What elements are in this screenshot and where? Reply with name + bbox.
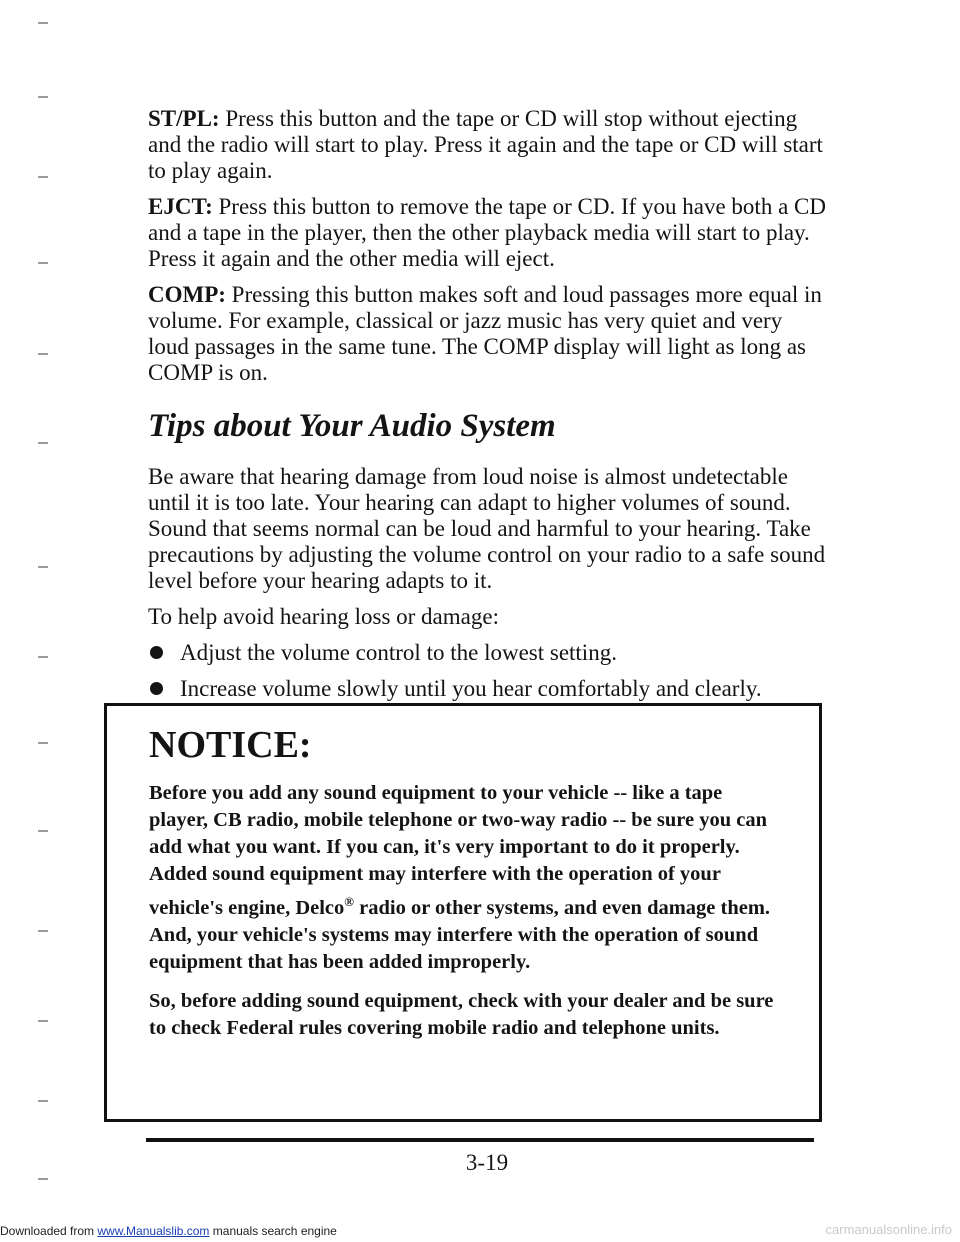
notice-paragraph: So, before adding sound equipment, check with your dealer and be sure to check Federal rules covering mobile radio and telephone units.	[149, 989, 774, 1039]
bullet-icon	[150, 682, 163, 695]
ejct-paragraph	[148, 194, 828, 272]
bullet-list	[148, 640, 828, 702]
list-item	[148, 676, 828, 702]
bullet-icon	[150, 646, 163, 659]
body-paragraph: To help avoid hearing loss or damage:	[148, 604, 499, 629]
list-item-text: Adjust the volume control to the lowest setting.	[180, 640, 617, 665]
list-item-text: Increase volume slowly until you hear comfortably and clearly.	[180, 676, 762, 701]
notice-text-a: Before you add any sound equipment to your vehicle -- like a tape player, CB radio, mobile telephone or two-way radio -- be sure you can add what you want. If you can, it's very important to do it properly. Added sound equipment may interfere with the operation of your vehicle's engine, Delco	[149, 782, 768, 919]
stpl-text: Press this button and the tape or CD will stop without ejecting and the radio will start to play. Press it again and the tape or CD will start to play again.	[148, 106, 823, 183]
ejct-term: EJCT:	[148, 194, 213, 219]
margin-tick-marks	[38, 0, 48, 1242]
notice-paragraph	[149, 780, 779, 976]
notice-text-b: radio or other systems, and even damage them. And, your vehicle's systems may interfere with the operation of sound equipment that has been added improperly.	[149, 896, 771, 973]
section-title: Tips about Your Audio System	[148, 408, 556, 444]
registered-mark: ®	[344, 894, 354, 909]
page-divider	[146, 1138, 814, 1142]
comp-term: COMP:	[148, 282, 226, 307]
ejct-text: Press this button to remove the tape or CD. If you have both a CD and a tape in the player, then the other playback media will start to play. Press it again and the other media will eject.	[148, 194, 826, 271]
stpl-term: ST/PL:	[148, 106, 220, 131]
page-number: 3-19	[465, 1150, 509, 1175]
manualslib-link[interactable]: www.Manualslib.com	[97, 1224, 210, 1238]
notice-title: NOTICE:	[149, 724, 312, 766]
footer-suffix: manuals search engine	[209, 1224, 337, 1238]
download-footer	[0, 1224, 337, 1238]
body-paragraph: Be aware that hearing damage from loud noise is almost undetectable until it is too late. Your hearing can adapt to higher volumes of sound. Sound that seems normal can be loud and harmful to your hearing. Take precautions by adjusting the volume control on your radio to a safe sound level before your hearing adapts to it.	[148, 464, 826, 593]
footer-prefix: Downloaded from	[0, 1224, 98, 1238]
list-item	[148, 640, 828, 666]
comp-text: Pressing this button makes soft and loud passages more equal in volume. For example, classical or jazz music has very quiet and very loud passages in the same tune. The COMP display will light as long as COMP is on.	[148, 282, 822, 385]
watermark: carmanualsonline.info	[825, 1222, 952, 1237]
notice-box	[104, 703, 822, 1122]
page-content	[148, 106, 828, 712]
comp-paragraph	[148, 282, 828, 386]
stpl-paragraph	[148, 106, 828, 184]
